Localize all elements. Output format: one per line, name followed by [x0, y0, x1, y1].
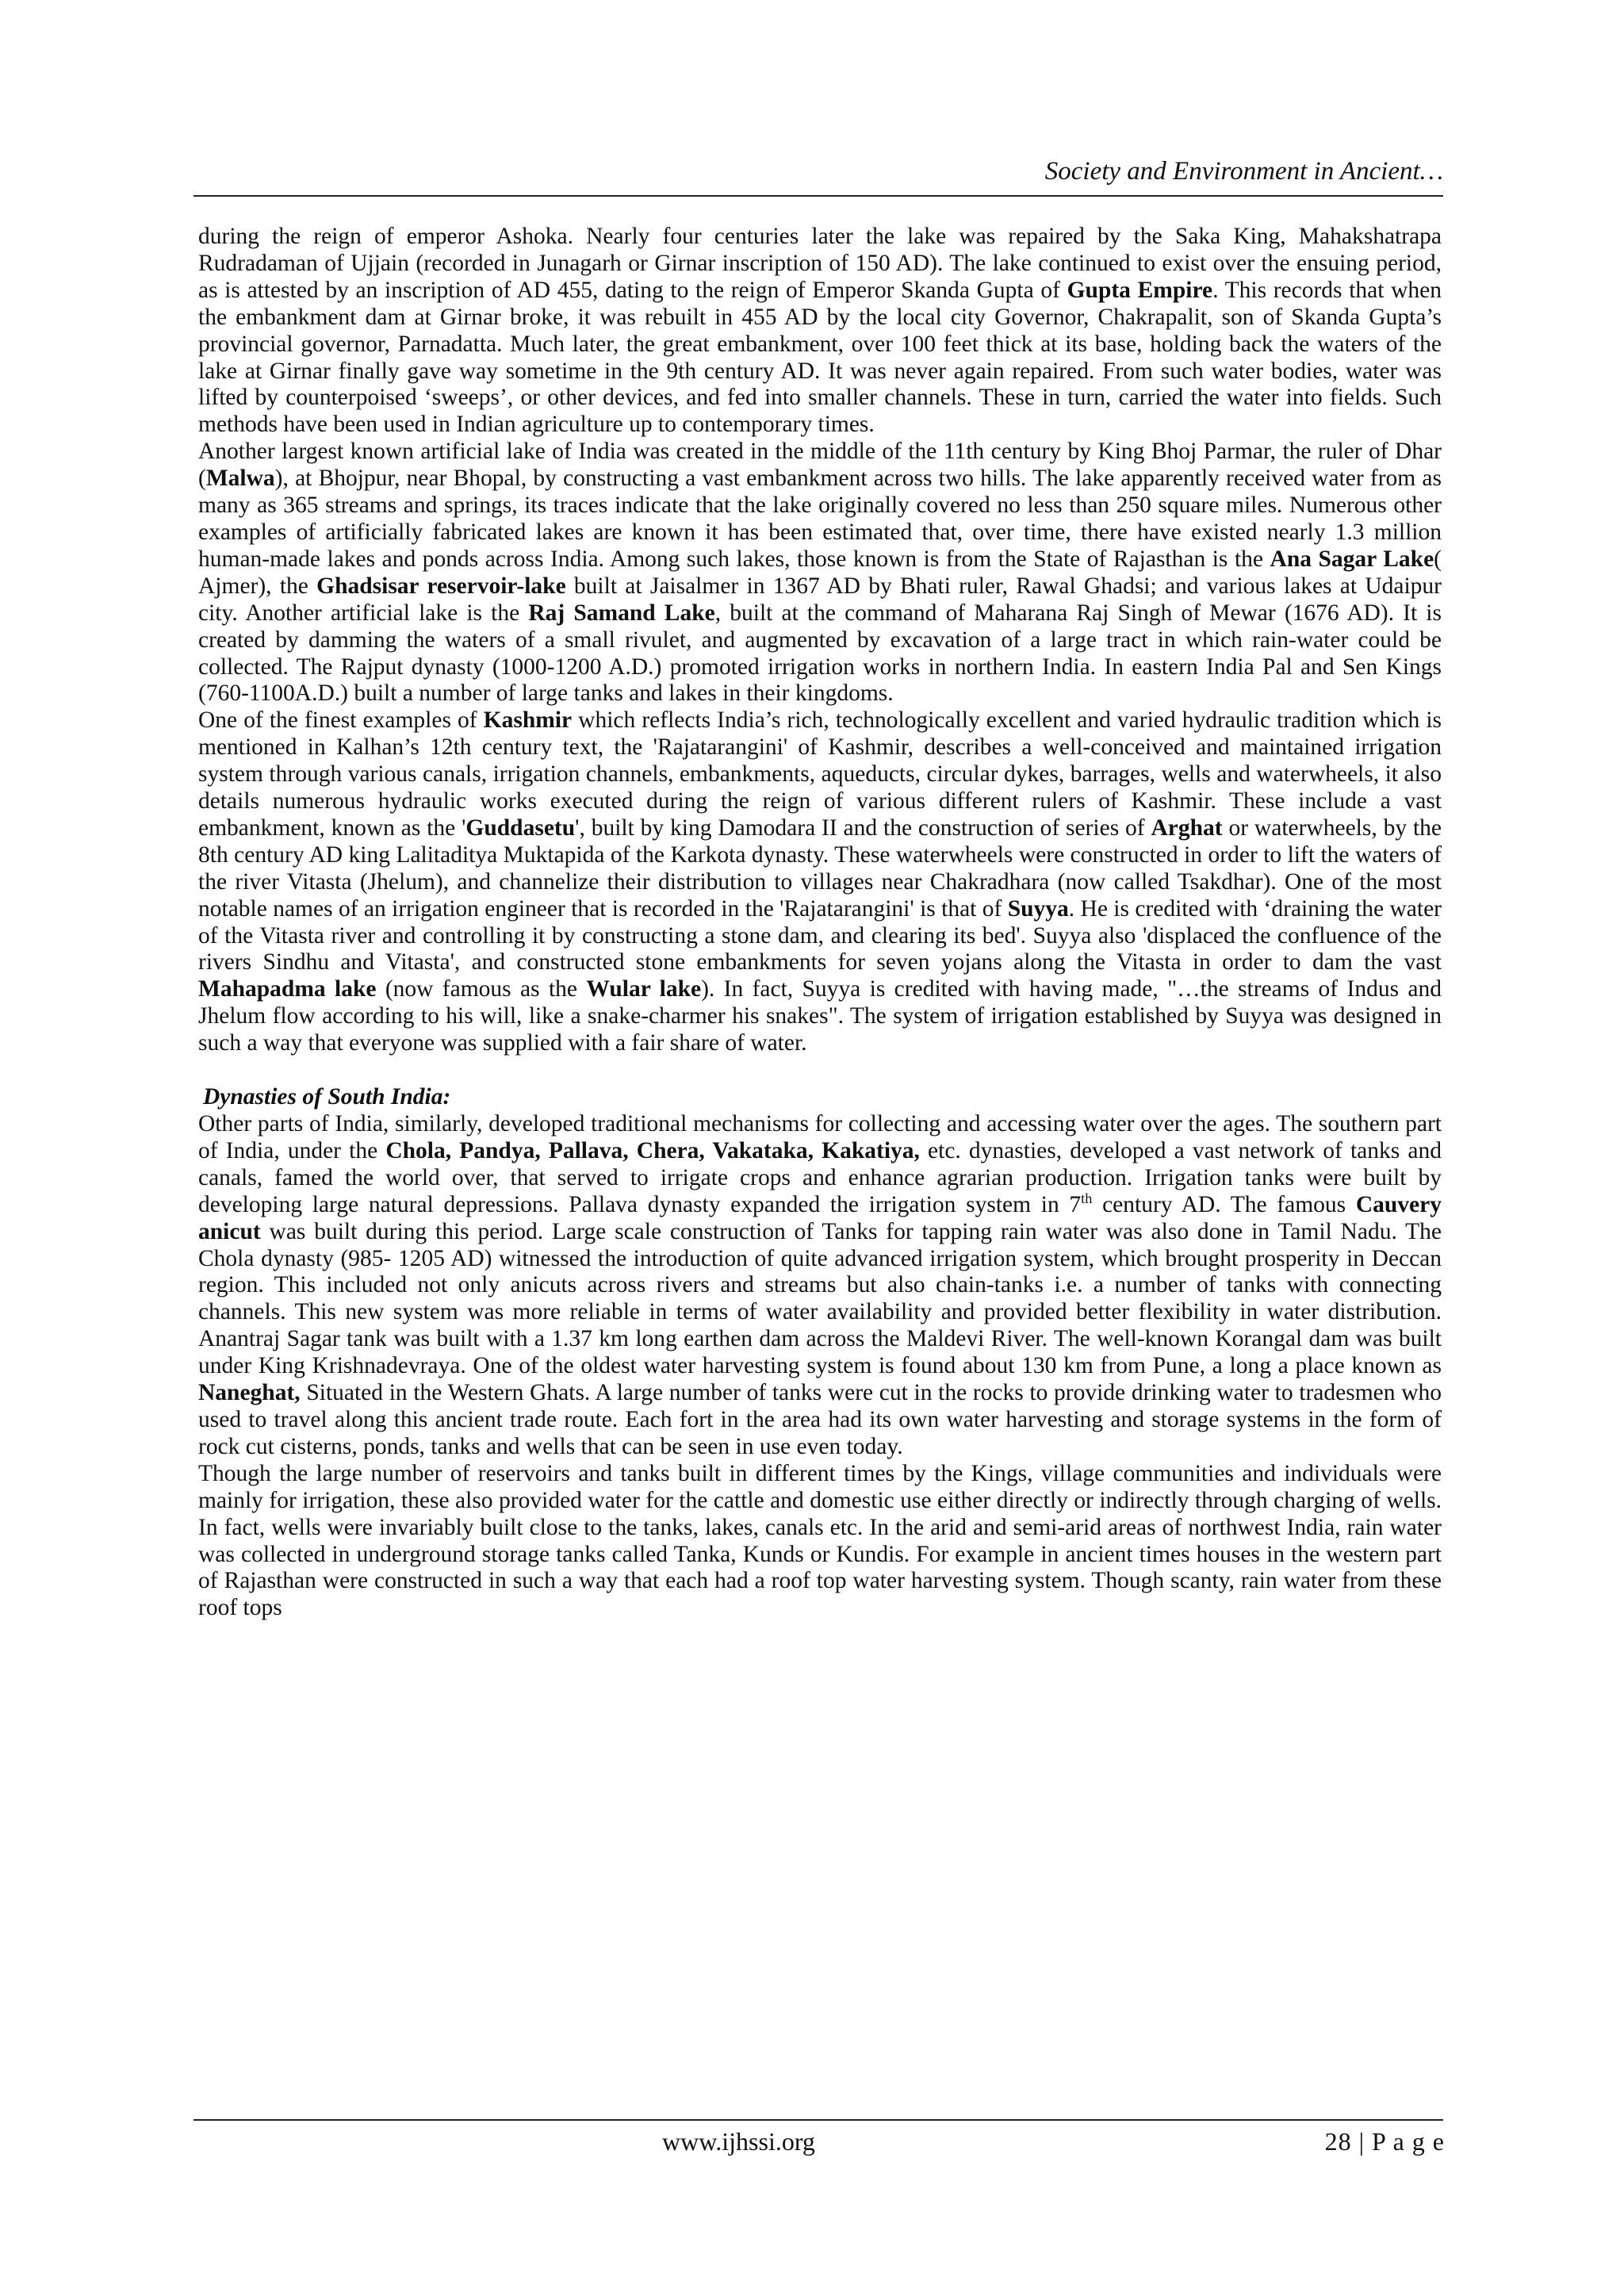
- bold-term: Wular lake: [586, 976, 702, 1002]
- bold-term: Mahapadma lake: [198, 976, 377, 1002]
- text-run: ', built by king Damodara II and the construction of series of: [575, 815, 1151, 841]
- text-run: ( Ajmer), the: [198, 546, 1442, 599]
- text-run: ), at Bhojpur, near Bhopal, by constructing a vast embankment across two hills. The lake apparently received water from as many as 365 streams and springs, its traces indicate that the lake originally covered no less than 250 square miles. Numerous other examples of artificially fabricated lakes are known it has been estimated that, over time, there have existed nearly 1.3 million human-made lakes and ponds across India. Among such lakes, those known is from the State of Rajasthan is the: [198, 466, 1442, 572]
- bold-term: Gupta Empire: [1067, 277, 1213, 303]
- text-run: Situated in the Western Ghats. A large number of tanks were cut in the rocks to provide drinking water to tradesmen who used to travel along this ancient trade route. Each fort in the area had its own water harvesting and storage systems in the form of rock cut cisterns, ponds, tanks and wells that can be seen in use even today.: [198, 1380, 1442, 1459]
- bold-term: Guddasetu: [465, 815, 576, 841]
- text-run: was built during this period. Large scale construction of Tanks for tapping rain water was also done in Tamil Nadu. The Chola dynasty (985- 1205 AD) witnessed the introduction of quite advanced irrigation system, which brought prosperity in Deccan region. This included not only anicuts across rivers and streams but also chain-tanks i.e. a number of tanks with connecting channels. This new system was more reliable in terms of water availability and provided better flexibility in water distribution. Anantraj Sagar tank was built with a 1.37 km long earthen dam across the Maldevi River. The well-known Korangal dam was built under King Krishnadevraya. One of the oldest water harvesting system is found about 130 km from Pune, a long a place known as: [198, 1218, 1442, 1379]
- bold-term: Suyya: [1007, 895, 1069, 922]
- bold-term: Cauvery anicut: [198, 1191, 1442, 1244]
- text-run: Though the large number of reservoirs and tanks built in different times by the Kings, village communities and individuals were mainly for irrigation, these also provided water for the cattle and domestic use either directly or indirectly through charging of wells. In fact, wells were invariably built close to the tanks, lakes, canals etc. In the arid and semi-arid areas of northwest India, rain water was collected in underground storage tanks called Tanka, Kunds or Kundis. For example in ancient times houses in the western part of Rajasthan were constructed in such a way that each had a roof top water harvesting system. Though scanty, rain water from these roof tops: [198, 1460, 1442, 1621]
- bold-term: Ghadsisar reservoir-lake: [316, 573, 566, 599]
- superscript: th: [1081, 1190, 1093, 1206]
- text-run: Other parts of India, similarly, developed traditional mechanisms for collecting and accessing water over the ages. The southern part of India, under the: [198, 1111, 1442, 1163]
- text-run: (now famous as the: [376, 976, 587, 1002]
- running-header-title: Society and Environment in Ancient…: [1044, 157, 1443, 186]
- text-run: One of the finest examples of: [198, 707, 484, 734]
- paragraph-south-india: [198, 1111, 1442, 1461]
- bold-term: Kashmir: [483, 707, 573, 734]
- footer-rule: [193, 2119, 1443, 2121]
- bold-term: Arghat: [1151, 815, 1223, 841]
- text-run: . He is credited with ‘draining the water of the Vitasta river and controlling it by constructing a stone dam, and clearing its bed'. Suyya also 'displaced the confluence of the rivers Sindhu and Vitasta', and constructed stone embankments for seven yojans along the Vitasta in order to dam the vast: [198, 895, 1442, 976]
- text-run: or waterwheels, by the 8th century AD king Lalitaditya Muktapida of the Karkota dynasty. These waterwheels were constructed in order to lift the waters of the river Vitasta (Jhelum), and channelize their distribution to villages near Chakradhara (now called Tsakdhar). One of the most notable names of an irrigation engineer that is recorded in the 'Rajatarangini' is that of: [198, 815, 1442, 922]
- footer-page-number: 28 | P a g e: [1324, 2127, 1445, 2156]
- paragraph-girnar-lake: [198, 224, 1442, 439]
- text-run: century AD. The famous: [1092, 1191, 1356, 1217]
- text-run: which reflects India’s rich, technologically excellent and varied hydraulic tradition which is mentioned in Kalhan’s 12th century text, the 'Rajatarangini' of Kashmir, describes a well-conceived and maintained irrigation system through various canals, irrigation channels, embankments, aqueducts, circular dykes, barrages, wells and waterwheels, it also details numerous hydraulic works executed during the reign of various different rulers of Kashmir. These include a vast embankment, known as the ': [198, 707, 1442, 841]
- text-run: ). In fact, Suyya is credited with having made, "…the streams of Indus and Jhelum flow according to his will, like a snake-charmer his snakes". The system of irrigation established by Suyya was designed in such a way that everyone was supplied with a fair share of water.: [198, 976, 1442, 1056]
- text-run: Another largest known artificial lake of India was created in the middle of the 11th century by King Bhoj Parmar, the ruler of Dhar (: [198, 439, 1442, 492]
- bold-term: Malwa: [205, 466, 275, 492]
- paragraph-wells-tanks: [198, 1461, 1442, 1622]
- paragraph-spacer: [198, 1057, 1442, 1084]
- header-rule: [193, 195, 1443, 197]
- bold-term: Chola, Pandya, Pallava, Chera, Vakataka, Kakatiya,: [385, 1137, 920, 1163]
- paragraph-kashmir-irrigation: [198, 707, 1442, 1057]
- text-run: , built at the command of Maharana Raj Singh of Mewar (1676 AD). It is created by damming the waters of a small rivulet, and augmented by excavation of a large tract in which rain-water could be collected. The Rajput dynasty (1000-1200 A.D.) promoted irrigation works in northern India. In eastern India Pal and Sen Kings (760-1100A.D.) built a number of large tanks and lakes in their kingdoms.: [198, 600, 1442, 707]
- footer-url: www.ijhssi.org: [662, 2127, 815, 2156]
- text-run: built at Jaisalmer in 1367 AD by Bhati ruler, Rawal Ghadsi; and various lakes at Udaipur city. Another artificial lake is the: [198, 573, 1442, 626]
- article-body: [198, 224, 1442, 1622]
- bold-term: Raj Samand Lake: [528, 600, 715, 626]
- bold-term: Naneghat,: [198, 1380, 301, 1406]
- section-heading-south-india: Dynasties of South India:: [203, 1084, 451, 1110]
- text-run: . This records that when the embankment dam at Girnar broke, it was rebuilt in 455 AD by the local city Governor, Chakrapalit, son of Skanda Gupta’s provincial governor, Parnadatta. Much later, the great embankment, over 100 feet thick at its base, holding back the waters of the lake at Girnar finally gave way sometime in the 9th century AD. It was never again repaired. From such water bodies, water was lifted by counterpoised ‘sweeps’, or other devices, and fed into smaller channels. These in turn, carried the water into fields. Such methods have been used in Indian agriculture up to contemporary times.: [198, 277, 1442, 438]
- paragraph-bhojpur-lake: [198, 439, 1442, 707]
- text-run: during the reign of emperor Ashoka. Nearly four centuries later the lake was repaired by the Saka King, Mahakshatrapa Rudradaman of Ujjain (recorded in Junagarh or Girnar inscription of 150 AD). The lake continued to exist over the ensuing period, as is attested by an inscription of AD 455, dating to the reign of Emperor Skanda Gupta of: [198, 224, 1442, 303]
- text-run: etc. dynasties, developed a vast network of tanks and canals, famed the world over, that served to irrigate crops and enhance agrarian production. Irrigation tanks were built by developing large natural depressions. Pallava dynasty expanded the irrigation system in 7: [198, 1137, 1442, 1217]
- bold-term: Ana Sagar Lake: [1270, 546, 1434, 572]
